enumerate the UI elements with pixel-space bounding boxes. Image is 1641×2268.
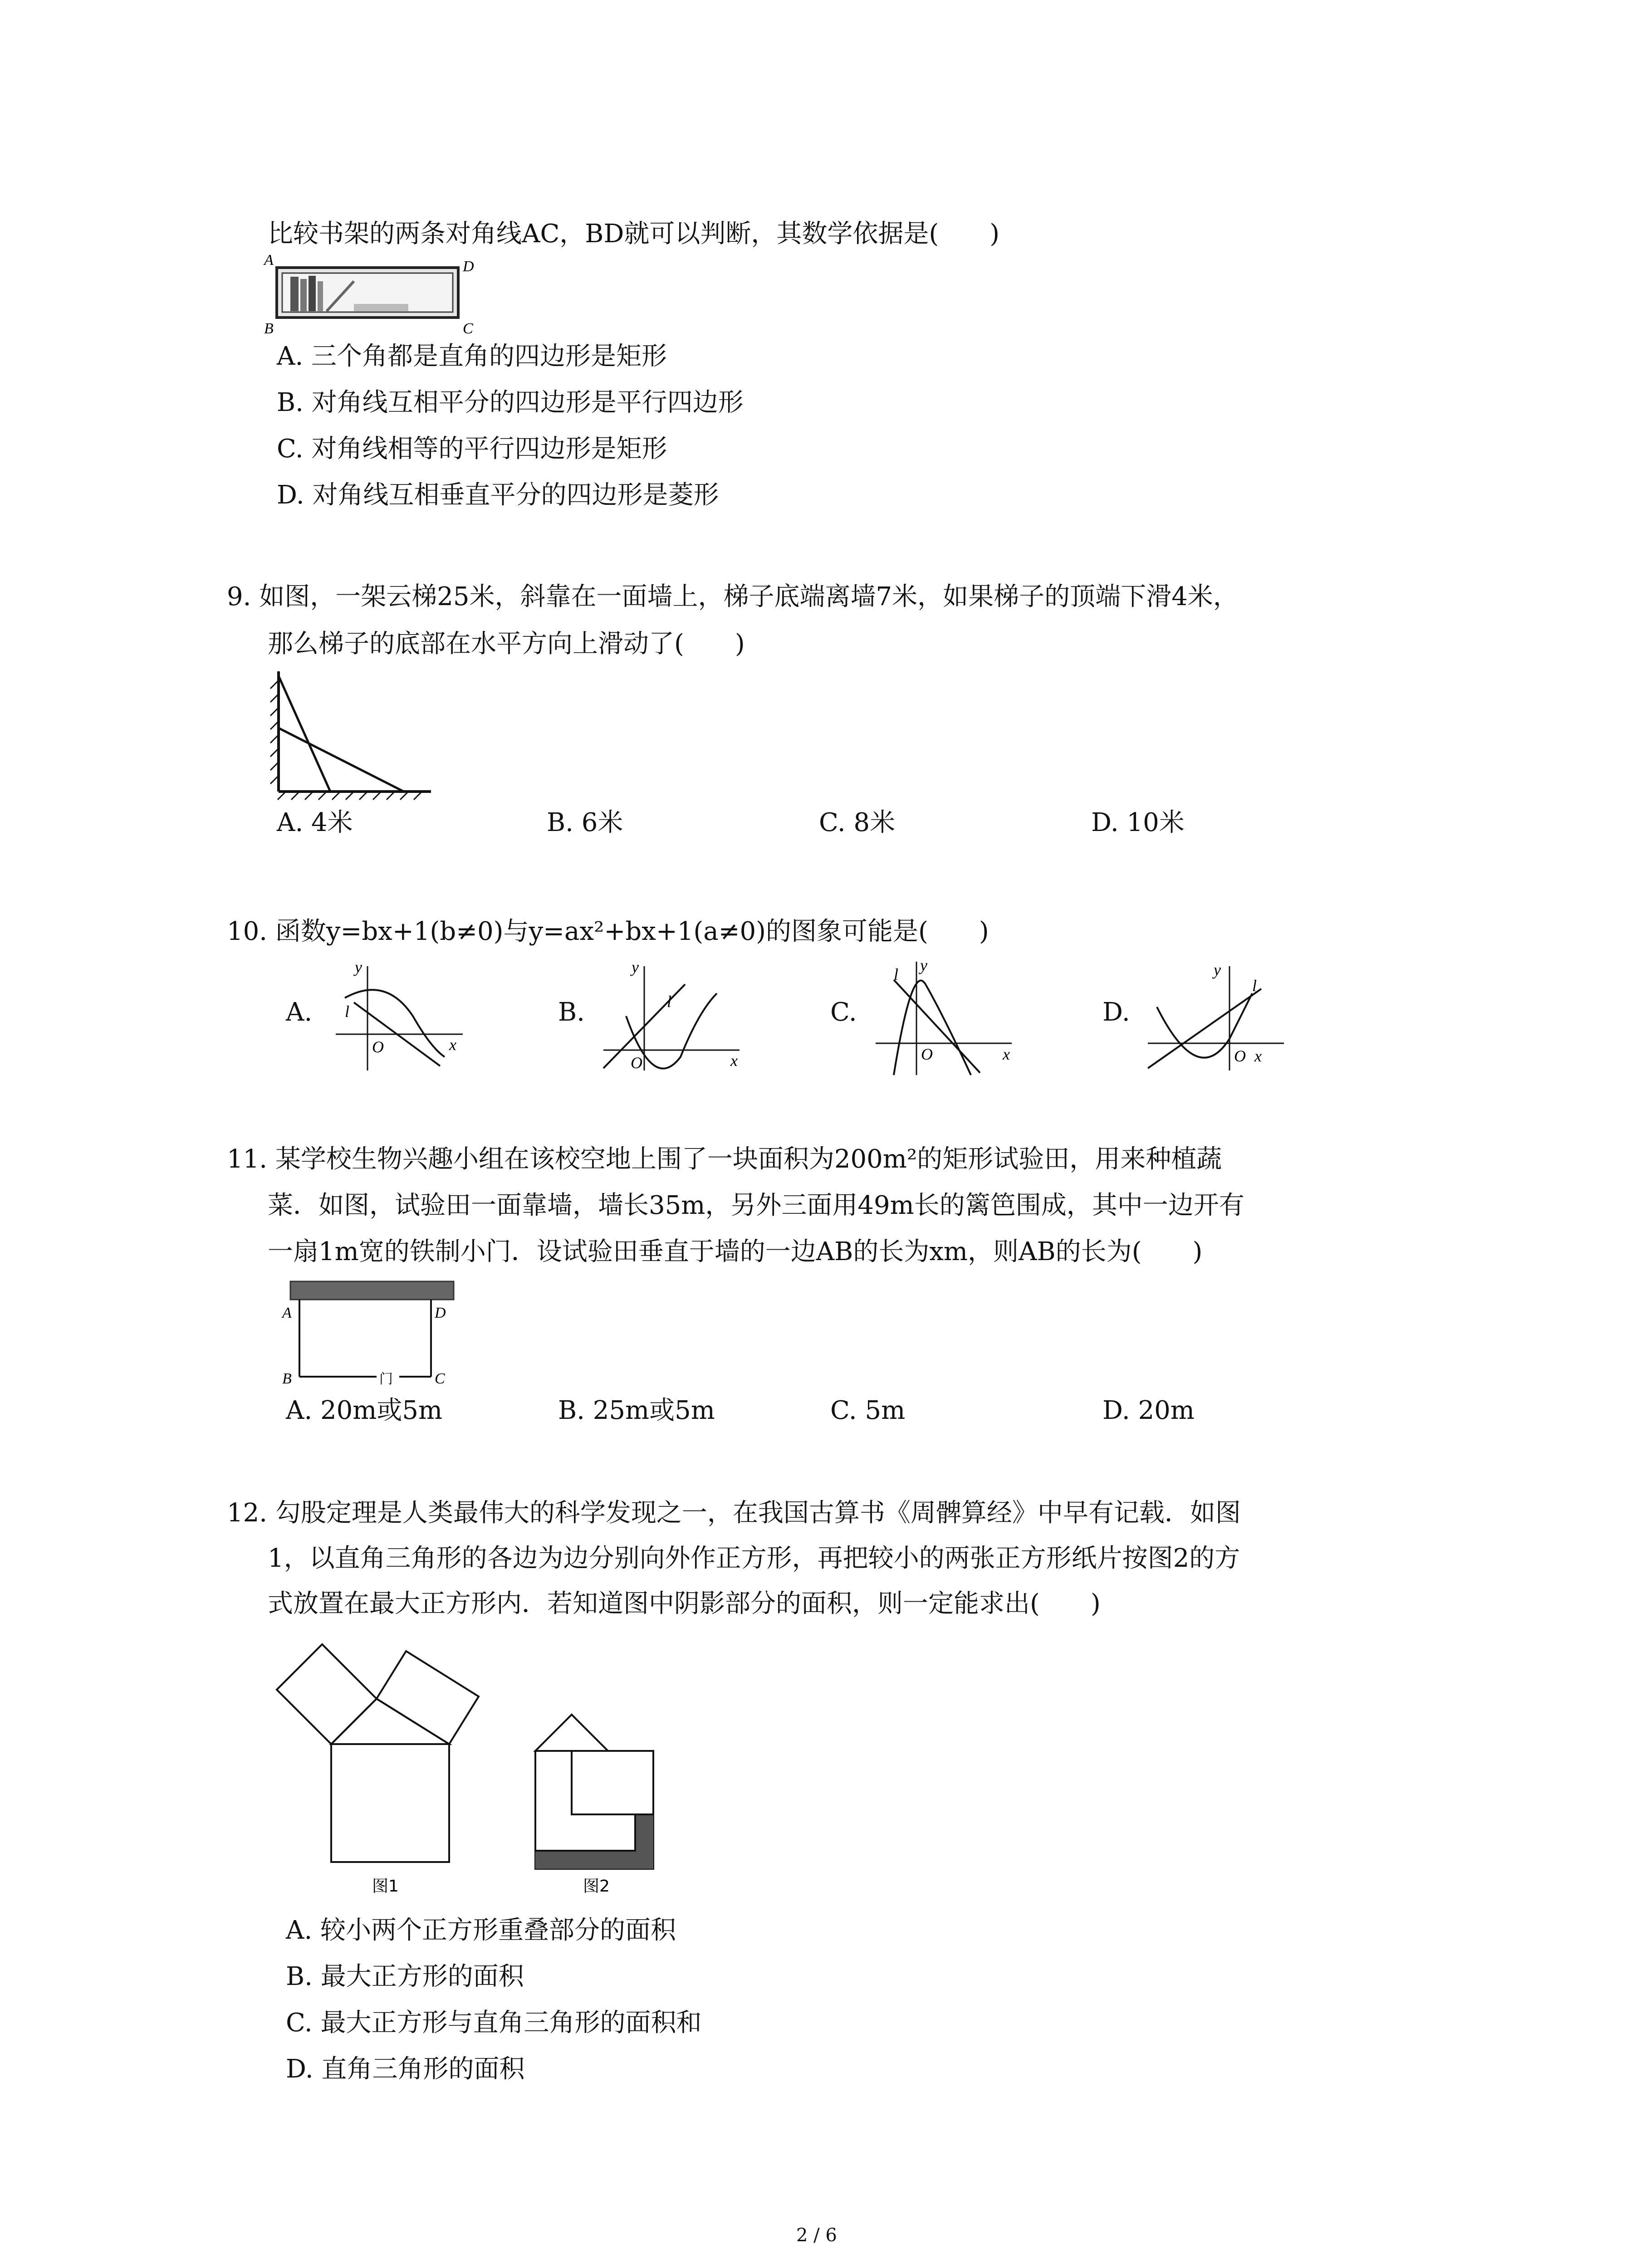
q12-stem-line3: 式放置在最大正方形内．若知道图中阴影部分的面积，则一定能求出( ) <box>268 1589 1101 1618</box>
q10a-y-label: y <box>355 958 362 976</box>
q11-stem-line3: 一扇1m宽的铁制小门．设试验田垂直于墙的一边AB的长为xm，则AB的长为( ) <box>268 1237 1203 1266</box>
q11-label-b: B <box>282 1370 292 1387</box>
q11-door-label: 门 <box>379 1371 393 1387</box>
q10c-l-label: l <box>894 965 899 983</box>
q10-option-c: C. <box>830 997 857 1027</box>
q9-stem-line1: 9. 如图，一架云梯25米，斜靠在一面墙上，梯子底端离墙7米，如果梯子的顶端下滑4米， <box>227 582 1239 611</box>
q8-option-c: C. 对角线相等的平行四边形是矩形 <box>277 434 667 464</box>
q10c-x-label: x <box>1003 1045 1010 1063</box>
q12-option-b: B. 最大正方形的面积 <box>286 1962 524 1991</box>
q12-figure-2 <box>526 1696 671 1896</box>
q11-option-a: A. 20m或5m <box>286 1396 443 1425</box>
q12-stem-line1: 12. 勾股定理是人类最伟大的科学发现之一，在我国古算书《周髀算经》中早有记载．如图 <box>227 1498 1241 1528</box>
q10c-y-label: y <box>920 956 927 974</box>
q8-stem: 比较书架的两条对角线AC，BD就可以判断，其数学依据是( ) <box>268 219 1000 249</box>
q12-option-c: C. 最大正方形与直角三角形的面积和 <box>286 2008 702 2038</box>
q12-stem-line2: 1，以直角三角形的各边为边分别向外作正方形，再把较小的两张正方形纸片按图2的方 <box>268 1544 1240 1573</box>
q10b-y-label: y <box>632 958 639 976</box>
q10-graph-d <box>1139 957 1293 1075</box>
q8-option-a: A. 三个角都是直角的四边形是矩形 <box>277 342 667 371</box>
q10b-o-label: O <box>631 1054 642 1072</box>
q12-option-a: A. 较小两个正方形重叠部分的面积 <box>286 1916 676 1945</box>
page-number: 2 / 6 <box>796 2225 837 2246</box>
q8-label-a: A <box>264 254 274 269</box>
q10a-o-label: O <box>372 1038 384 1056</box>
q10d-o-label: O <box>1234 1047 1246 1065</box>
q11-option-c: C. 5m <box>830 1396 906 1425</box>
q11-option-b: B. 25m或5m <box>558 1396 715 1425</box>
q9-stem-line2: 那么梯子的底部在水平方向上滑动了( ) <box>268 629 745 659</box>
q8-option-b: B. 对角线互相平分的四边形是平行四边形 <box>277 388 744 417</box>
q8-label-c: C <box>463 320 473 336</box>
q9-ladder-figure <box>268 667 440 807</box>
q9-option-c: C. 8米 <box>819 808 896 837</box>
q11-label-d: D <box>435 1305 446 1321</box>
q10-graph-b <box>594 957 749 1075</box>
q11-stem-line1: 11. 某学校生物兴趣小组在该校空地上围了一块面积为200m²的矩形试验田，用来种植蔬 <box>227 1144 1222 1174</box>
q10c-o-label: O <box>921 1045 933 1063</box>
q10d-x-label: x <box>1254 1047 1262 1065</box>
q9-option-d: D. 10米 <box>1091 808 1185 837</box>
q8-bookshelf-figure <box>263 254 490 336</box>
q9-option-b: B. 6米 <box>547 808 623 837</box>
q10b-x-label: x <box>730 1051 738 1070</box>
q10-stem: 10. 函数y=bx+1(b≠0)与y=ax²+bx+1(a≠0)的图象可能是( ) <box>227 917 989 946</box>
q10d-y-label: y <box>1214 961 1221 979</box>
q11-label-c: C <box>435 1370 445 1387</box>
q10b-l-label: l <box>667 992 672 1011</box>
q12-fig1-caption: 图1 <box>372 1877 399 1896</box>
q11-field-figure <box>281 1277 463 1395</box>
q10a-x-label: x <box>449 1036 456 1054</box>
q10-graph-c <box>867 953 1021 1080</box>
q12-fig2-caption: 图2 <box>583 1877 610 1896</box>
q10-option-d: D. <box>1102 997 1130 1027</box>
q10a-l-label: l <box>345 1002 350 1021</box>
q10-option-a: A. <box>286 997 313 1027</box>
q10d-l-label: l <box>1252 977 1257 995</box>
q8-label-b: B <box>264 320 274 336</box>
q11-stem-line2: 菜．如图，试验田一面靠墙，墙长35m，另外三面用49m长的篱笆围成，其中一边开有 <box>268 1191 1244 1220</box>
q12-figure-1 <box>272 1624 508 1896</box>
q11-label-a: A <box>282 1305 292 1321</box>
q8-label-d: D <box>463 258 474 275</box>
q8-option-d: D. 对角线互相垂直平分的四边形是菱形 <box>277 480 719 510</box>
q11-option-d: D. 20m <box>1102 1396 1195 1425</box>
q10-option-b: B. <box>558 997 585 1027</box>
q12-option-d: D. 直角三角形的面积 <box>286 2054 525 2084</box>
q10-graph-a <box>327 957 472 1075</box>
q9-option-a: A. 4米 <box>277 808 353 837</box>
